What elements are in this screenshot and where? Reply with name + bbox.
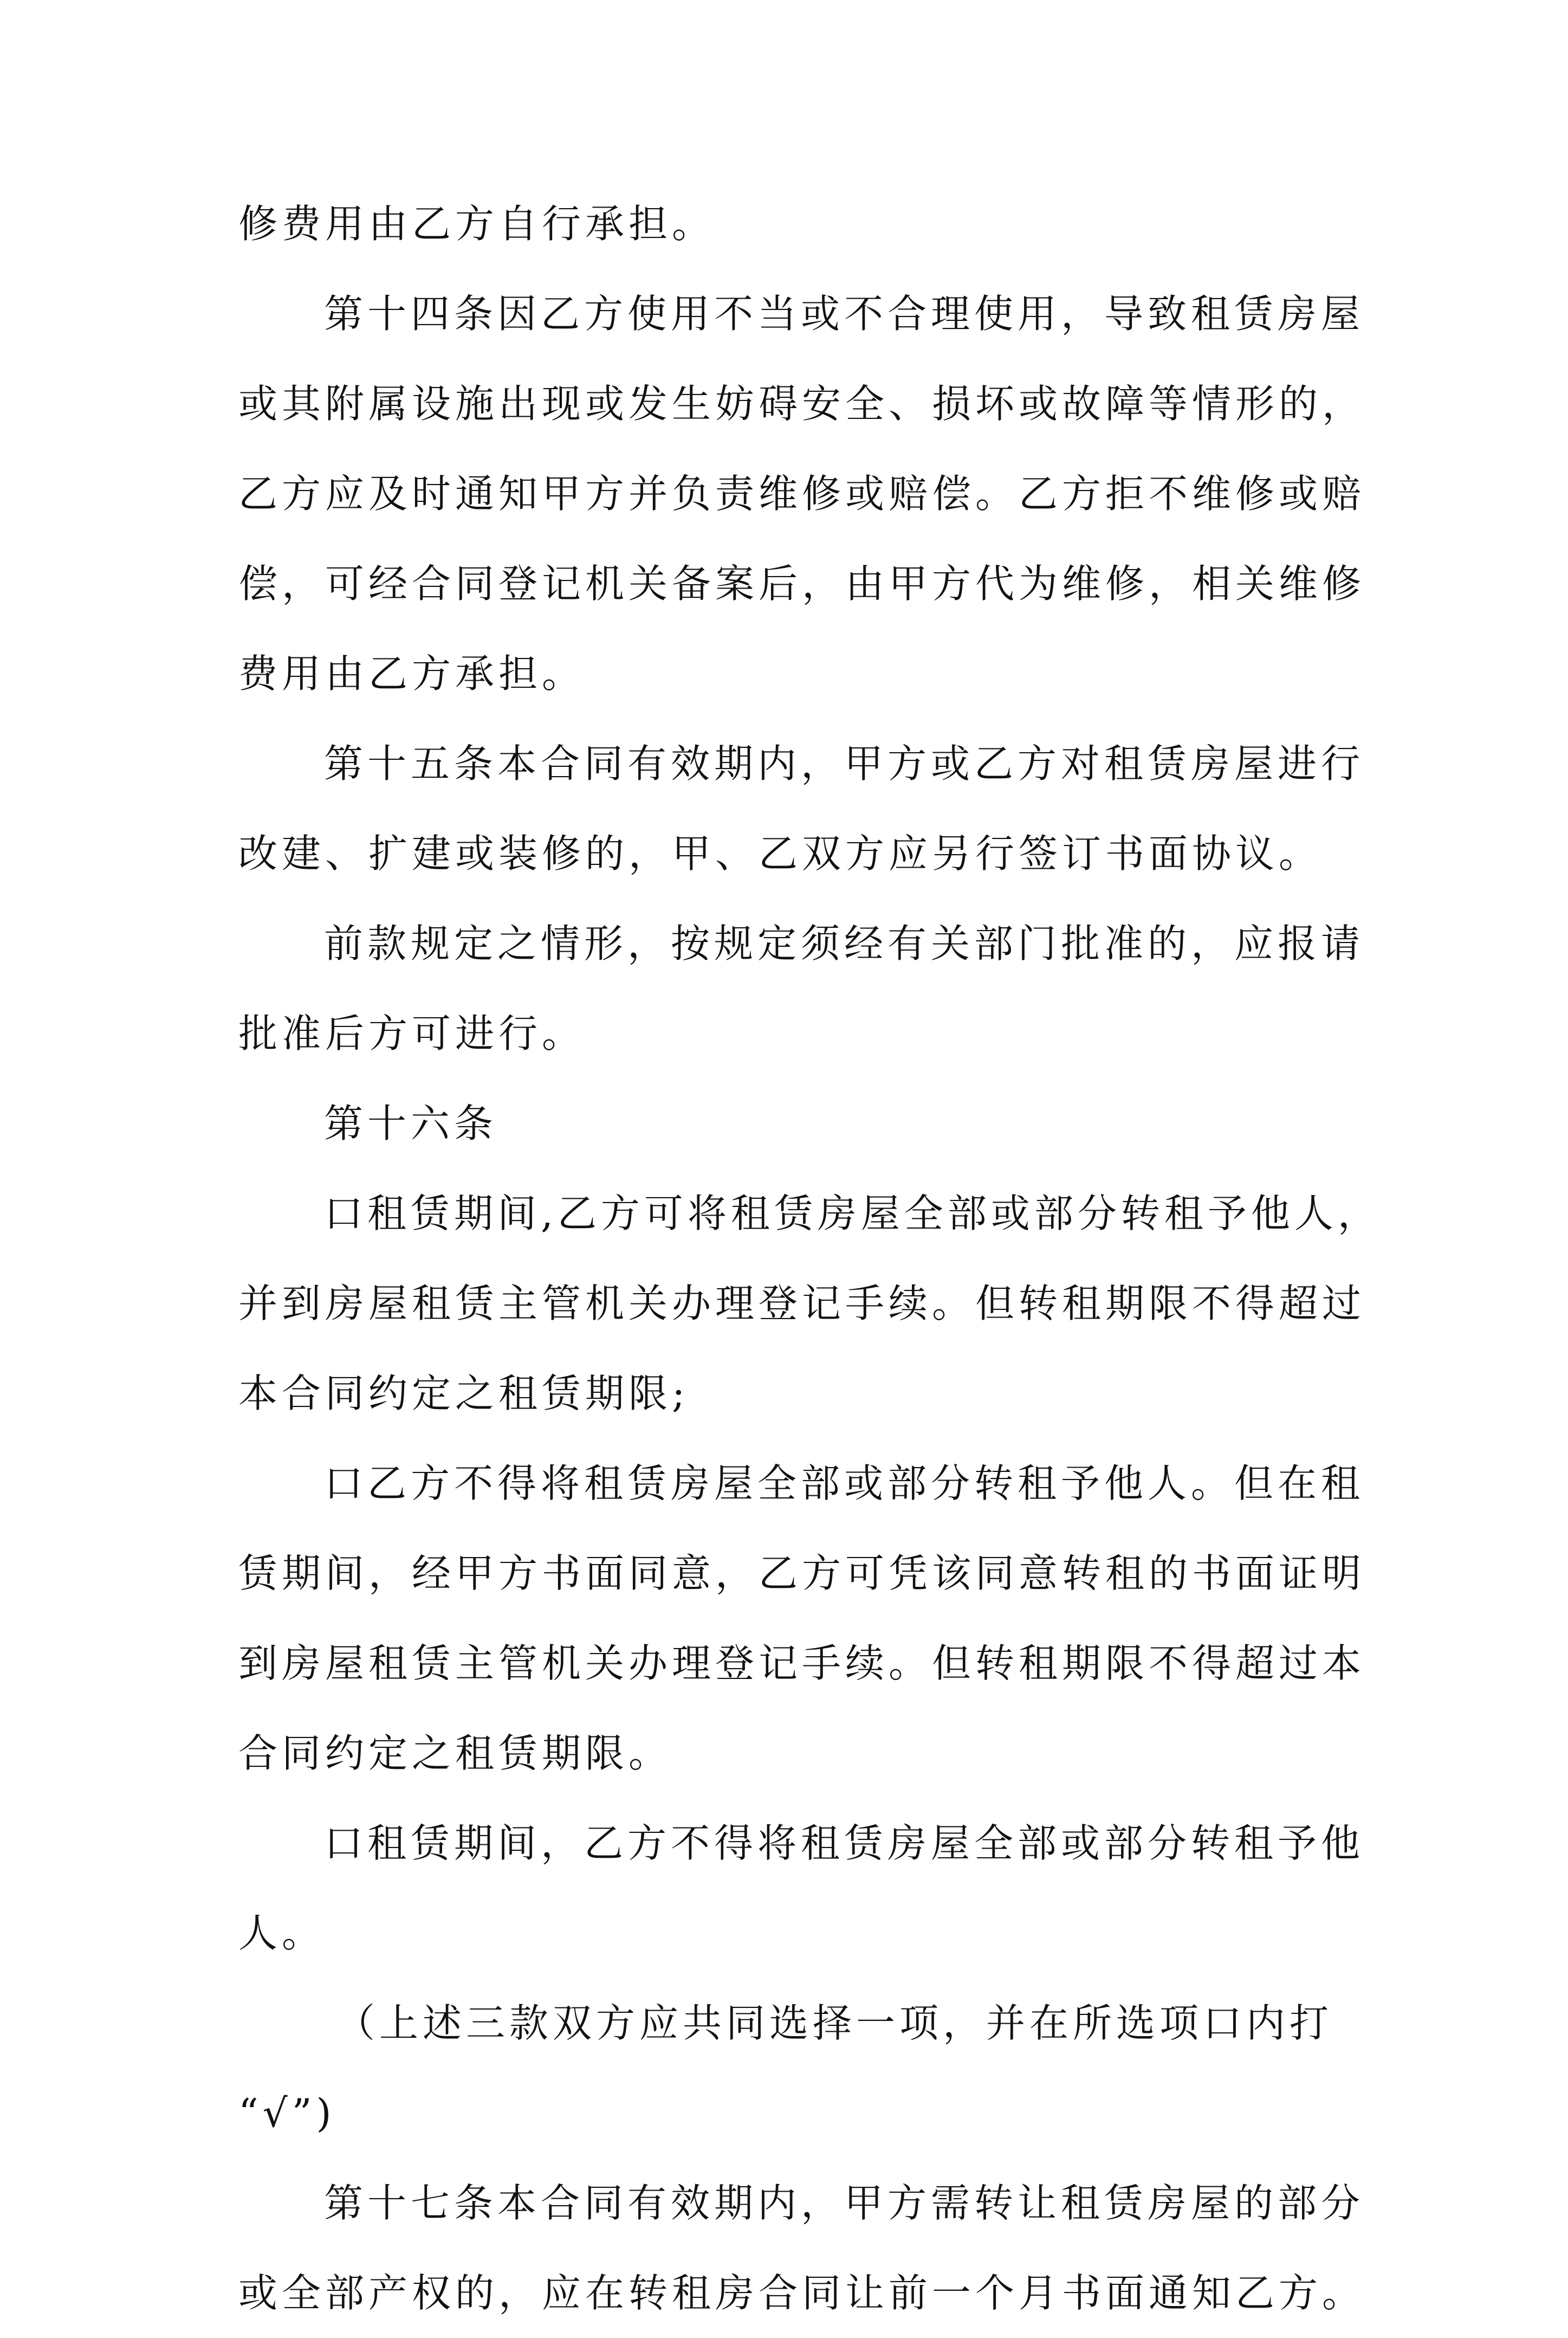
option-2-line: 口乙方不得将租赁房屋全部或部分转租予他人。但在租 [324, 1461, 1365, 1506]
text-line: 合同约定之租赁期限。 [238, 1730, 672, 1776]
document-body [238, 179, 1381, 2338]
article-16-heading: 第十六条 [324, 1101, 498, 1146]
option-3-line: 口租赁期间，乙方不得将租赁房屋全部或部分转租予他 [324, 1820, 1365, 1866]
text-line: 本合同约定之租赁期限; [238, 1371, 690, 1416]
text-line: 乙方应及时通知甲方并负责维修或赔偿。乙方拒不维修或赔 [238, 471, 1366, 516]
text-line: 偿，可经合同登记机关备案后，由甲方代为维修，相关维修 [238, 561, 1366, 606]
text-line: 或其附属设施出现或发生妨碍安全、损坏或故障等情形的， [238, 381, 1366, 427]
text-line: 或全部产权的，应在转租房合同让前一个月书面通知乙方。 [238, 2270, 1366, 2316]
article-14-heading-line: 第十四条因乙方使用不当或不合理使用，导致租赁房屋 [324, 291, 1365, 337]
article-15-heading-line: 第十五条本合同有效期内，甲方或乙方对租赁房屋进行 [324, 741, 1365, 786]
checkmark-note-line: “√”) [238, 2090, 336, 2136]
text-line: 费用由乙方承担。 [238, 651, 586, 696]
text-line: 改建、扩建或装修的，甲、乙双方应另行签订书面协议。 [238, 831, 1323, 876]
text-line: 批准后方可进行。 [238, 1011, 586, 1056]
article-17-heading-line: 第十七条本合同有效期内，甲方需转让租赁房屋的部分 [324, 2180, 1365, 2226]
selection-note-line: （上述三款双方应共同选择一项，并在所选项口内打 [336, 2000, 1333, 2046]
text-line: 赁期间，经甲方书面同意，乙方可凭该同意转租的书面证明 [238, 1551, 1366, 1596]
text-line: 到房屋租赁主管机关办理登记手续。但转租期限不得超过本 [238, 1641, 1366, 1686]
text-line: 修费用由乙方自行承担。 [238, 201, 716, 247]
text-line: 并到房屋租赁主管机关办理登记手续。但转租期限不得超过 [238, 1281, 1366, 1326]
paragraph-start-line: 前款规定之情形，按规定须经有关部门批准的，应报请 [324, 921, 1365, 966]
text-line: 人。 [238, 1910, 326, 1956]
option-1-line: 口租赁期间,乙方可将租赁房屋全部或部分转租予他人， [324, 1191, 1381, 1236]
